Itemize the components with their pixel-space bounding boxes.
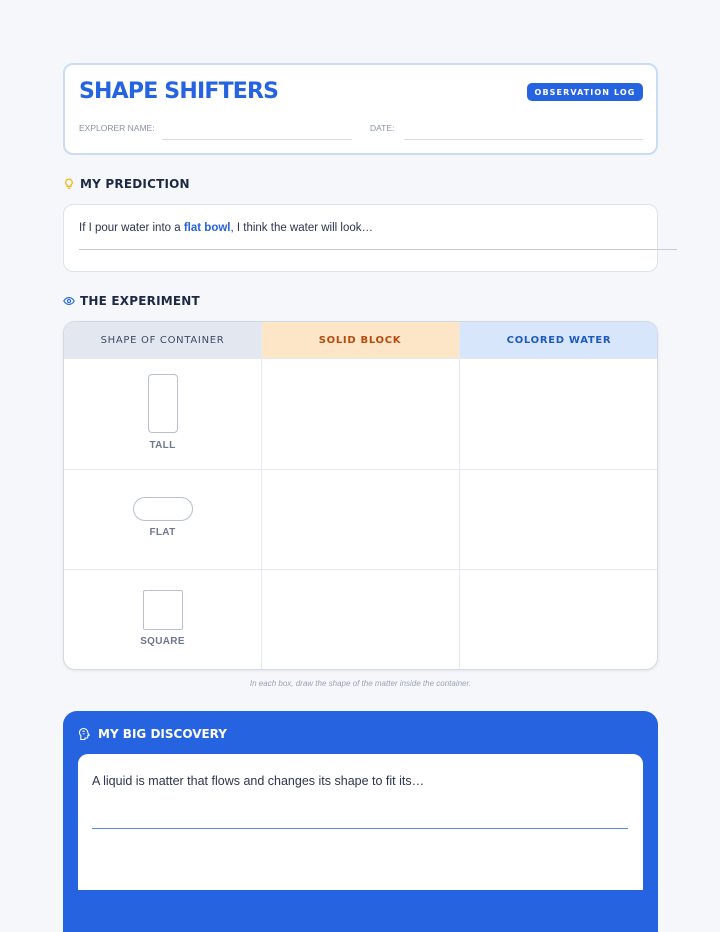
- date-label: DATE:: [370, 123, 395, 133]
- drawing-cell-flat-solid[interactable]: [262, 470, 459, 569]
- discovery-card: [63, 711, 658, 932]
- experiment-heading: [63, 294, 200, 308]
- drawing-cell-tall-water[interactable]: [460, 359, 658, 469]
- drawing-cell-tall-solid[interactable]: [262, 359, 459, 469]
- observation-log-badge: OBSERVATION LOG: [527, 83, 643, 101]
- experiment-heading-label: THE EXPERIMENT: [80, 294, 200, 308]
- eye-icon: [63, 295, 75, 307]
- worksheet-title: SHAPE SHIFTERS: [79, 79, 279, 104]
- discovery-heading: [78, 727, 227, 741]
- header-card: [63, 63, 658, 155]
- prediction-heading-label: MY PREDICTION: [80, 177, 190, 191]
- prediction-prompt: If I pour water into a flat bowl, I think the water will look…: [79, 222, 374, 234]
- flat-container-shape: [133, 497, 193, 521]
- row-label-tall: TALL: [149, 440, 176, 451]
- brain-icon: [78, 727, 92, 741]
- discovery-prompt: A liquid is matter that flows and changes its shape to fit its…: [92, 774, 425, 788]
- prediction-card: [63, 204, 658, 272]
- table-caption: In each box, draw the shape of the matter inside the container.: [249, 679, 472, 688]
- date-field[interactable]: [404, 139, 643, 140]
- square-container-shape: [143, 590, 183, 630]
- experiment-table: [63, 321, 658, 670]
- column-header-container: SHAPE OF CONTAINER: [64, 322, 261, 358]
- discovery-heading-label: MY BIG DISCOVERY: [98, 727, 227, 741]
- explorer-name-label: EXPLORER NAME:: [79, 123, 155, 133]
- prediction-highlight: flat bowl: [183, 222, 231, 234]
- drawing-cell-square-solid[interactable]: [262, 570, 459, 670]
- lightbulb-icon: [63, 178, 75, 190]
- column-header-colored-water: COLORED WATER: [459, 322, 658, 358]
- discovery-answer-line[interactable]: [92, 828, 628, 829]
- explorer-name-field[interactable]: [162, 139, 352, 140]
- row-label-square: SQUARE: [140, 636, 185, 647]
- column-header-solid-block: SOLID BLOCK: [261, 322, 459, 358]
- row-label-flat: FLAT: [149, 527, 176, 538]
- discovery-answer-box: [78, 754, 643, 890]
- prediction-heading: [63, 177, 190, 191]
- prediction-answer-line[interactable]: [79, 249, 677, 250]
- drawing-cell-square-water[interactable]: [460, 570, 658, 670]
- tall-container-shape: [148, 374, 178, 433]
- drawing-cell-flat-water[interactable]: [460, 470, 658, 569]
